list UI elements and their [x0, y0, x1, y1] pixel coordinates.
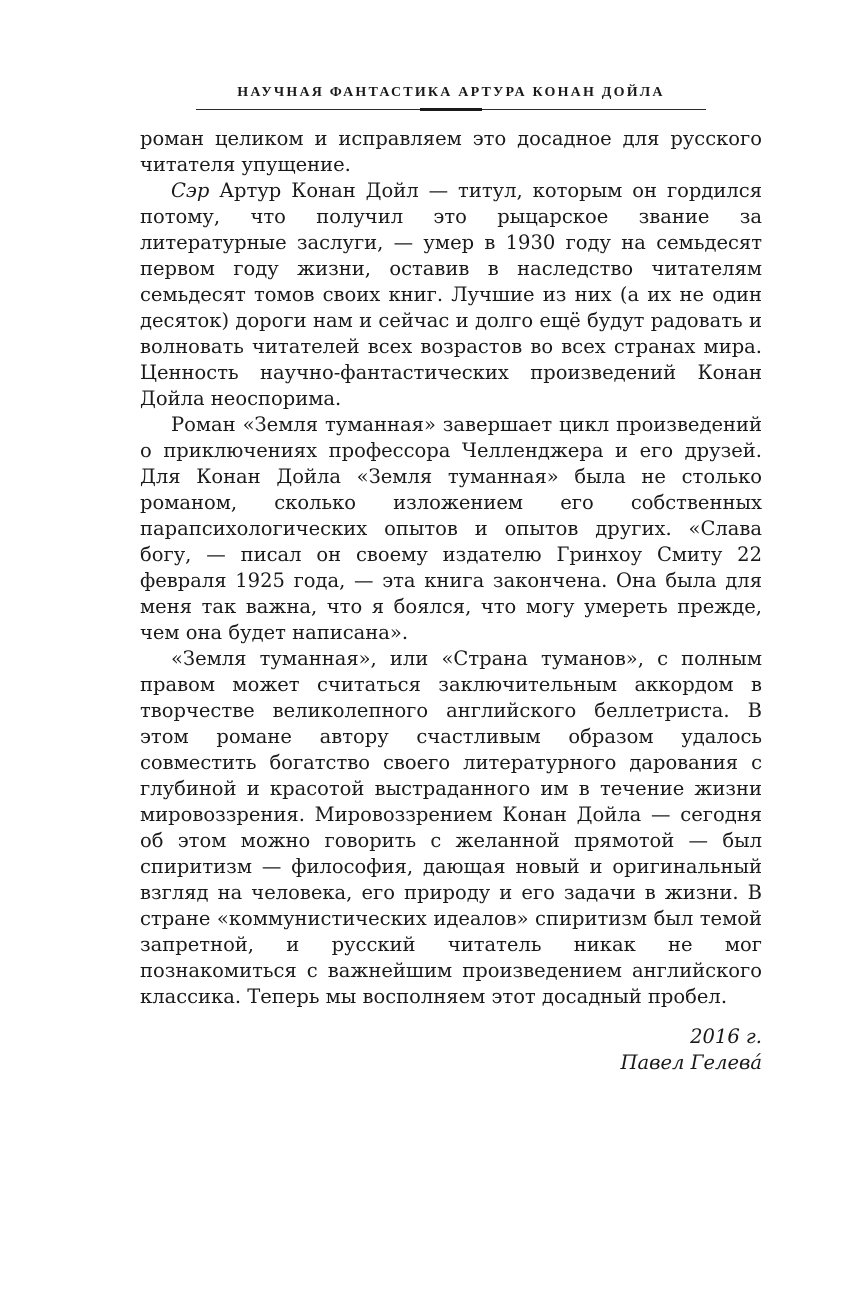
running-head: НАУЧНАЯ ФАНТАСТИКА АРТУРА КОНАН ДОЙЛА	[237, 85, 665, 100]
header-rule-accent	[420, 108, 482, 111]
signature-author: Павел Гелевá	[620, 1051, 762, 1074]
paragraph-4: «Земля туманная», или «Страна туманов», с полным правом может считаться заключительным аккордом в творчестве великолепного английского беллетриста. В этом романе автору счастливым образом удалось совместить богатство своего литературного дарования с глубиной и красотой выстраданного им в течение жизни мировоззрения. Мировоззрением Конан Дойла — сегодня об этом можно говорить с желанной прямотой — был спиритизм — философия, дающая новый и оригинальный взгляд на человека, его природу и его задачи в жизни. В стране «коммунистических идеалов» спиритизм был темой запретной, и русский читатель никак не мог познакомиться с важнейшим произведением английского классика. Теперь мы восполняем этот досадный пробел.	[140, 647, 762, 1008]
paragraph-2	[140, 178, 762, 412]
book-page	[140, 84, 762, 1076]
signature-year: 2016 г.	[690, 1025, 762, 1048]
paragraph-2-text: Артур Конан Дойл — титул, которым он гордился потому, что получил это рыцарское звание за литературные заслуги, — умер в 1930 году на семьдесят первом году жизни, оставив в наследство читателям семьдесят томов своих книг. Лучшие из них (а их не один десяток) дороги нам и сейчас и долго ещё будут радовать и волновать читателей всех возрастов во всех странах мира. Ценность научно-фантастических произведений Конан Дойла неоспорима.	[140, 179, 762, 410]
paragraph-1: роман целиком и исправляем это досадное для русского читателя упущение.	[140, 127, 762, 176]
signature-block	[140, 1024, 762, 1076]
header-rule	[140, 108, 762, 110]
paragraph-2-italic: Сэр	[171, 179, 210, 202]
paragraph-3: Роман «Земля туманная» завершает цикл произведений о приключениях профессора Челленджера и его друзей. Для Конан Дойла «Земля туманная» была не столько романом, сколько изложением его собственных парапсихологических опытов и опытов других. «Слава богу, — писал он своему издателю Гринхоу Смиту 22 февраля 1925 года, — эта книга закончена. Она была для меня так важна, что я боялся, что могу умереть прежде, чем она будет написана».	[140, 413, 762, 644]
body-text	[140, 126, 762, 1010]
